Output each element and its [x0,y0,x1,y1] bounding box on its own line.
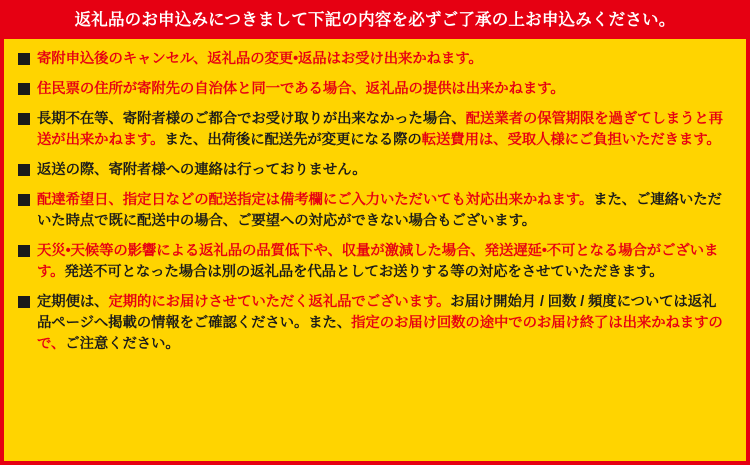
notice-item-text: 長期不在等、寄附者様のご都合でお受け取りが出来なかった場合、配送業者の保管期限を過ぎてしまうと再送が出来かねます。また、出荷後に配送先が変更になる際の転送費用は、受取人様にご負担いただきます。 [37,110,723,148]
list-item [18,292,730,355]
square-bullet-icon [18,83,30,95]
list-item [18,79,730,100]
notice-item-text: 定期便は、定期的にお届けさせていただく返礼品でございます。お届け開始月 / 回数 / 頻度については返礼品ページへ掲載の情報をご確認ください。また、指定のお届け回数の途中でのお届け終了は出来かねますので、ご注意ください。 [37,294,723,353]
square-bullet-icon [18,245,30,257]
list-item [18,190,730,232]
list-item [18,241,730,283]
list-item [18,49,730,70]
list-item [18,160,730,181]
square-bullet-icon [18,194,30,206]
notice-items-list [4,39,746,461]
notice-header-title: 返礼品のお申込みにつきまして下記の内容を必ずご了承の上お申込みください。 [4,4,746,39]
notice-item-text: 住民票の住所が寄附先の自治体と同一である場合、返礼品の提供は出来かねます。 [37,80,565,97]
square-bullet-icon [18,296,30,308]
notice-item-text: 返送の際、寄附者様への連絡は行っておりません。 [37,161,367,178]
square-bullet-icon [18,113,30,125]
notice-item-text: 寄附申込後のキャンセル、返礼品の変更•返品はお受け出来かねます。 [37,50,483,67]
square-bullet-icon [18,164,30,176]
list-item [18,109,730,151]
notice-item-text: 天災•天候等の影響による返礼品の品質低下や、収量が激減した場合、発送遅延•不可となる場合がございます。発送不可となった場合は別の返礼品を代品としてお送りする等の対応をさせていただきます。 [37,243,719,281]
square-bullet-icon [18,53,30,65]
notice-item-text: 配達希望日、指定日などの配送指定は備考欄にご入力いただいても対応出来かねます。また、ご連絡いただいた時点で既に配送中の場合、ご要望への対応ができない場合もございます。 [37,191,722,229]
